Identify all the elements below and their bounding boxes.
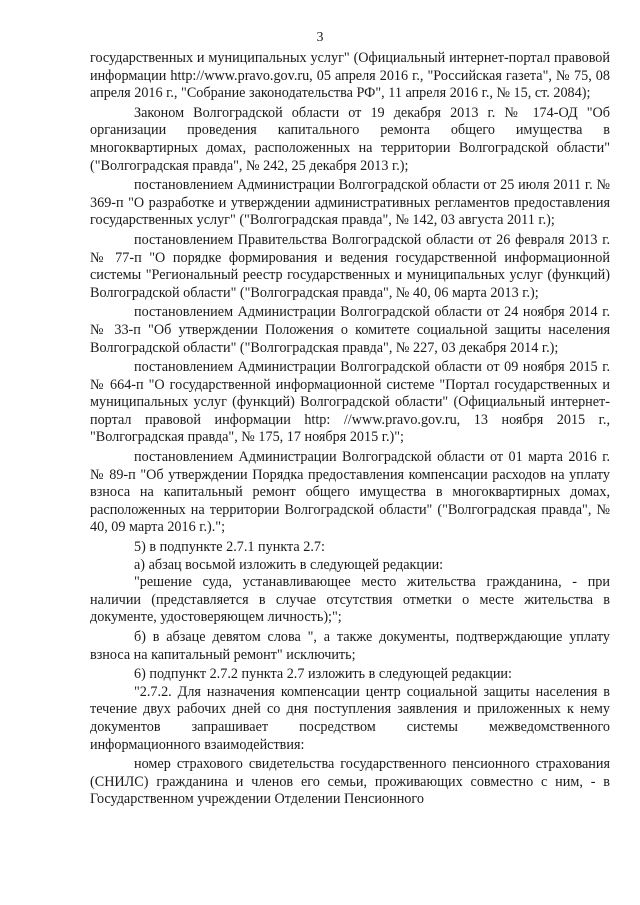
paragraph-8: 5) в подпункте 2.7.1 пункта 2.7: bbox=[134, 539, 325, 556]
paragraph-2: Законом Волгоградской области от 19 декабря 2013 г. № 174-ОД "Об организации проведения капитального ремонта общего имущества в многоквартирных домах, расположенных на территории Волгоградской области" ("Волгоградская правда", № 242, 25 декабря 2013 г.); bbox=[90, 104, 610, 174]
paragraph-9: а) абзац восьмой изложить в следующей редакции: bbox=[134, 556, 444, 573]
paragraph-10: "решение суда, устанавливающее место жительства гражданина, - при наличии (представляется в случае отсутствия отметки о месте жительства в документе, удостоверяющем личность);"; bbox=[90, 574, 610, 626]
paragraph-12: 6) подпункт 2.7.2 пункта 2.7 изложить в следующей редакции: bbox=[134, 666, 512, 683]
page-number: 3 bbox=[316, 30, 324, 45]
paragraph-6: постановлением Администрации Волгоградской области от 09 ноября 2015 г. № 664-п "О государственной информационной системе "Портал государственных и муниципальных услуг (функций) Волгоградской области" (Официальный интернет-портал правовой информации http: //www.pravo.gov.ru, 13 ноября 2015 г., "Волгоградская правда", № 175, 17 ноября 2015 г.)"; bbox=[90, 359, 610, 446]
paragraph-5: постановлением Администрации Волгоградской области от 24 ноября 2014 г. № 33-п "Об утверждении Положения о комитете социальной защиты населения Волгоградской области" ("Волгоградская правда", № 227, 03 декабря 2014 г.); bbox=[90, 304, 610, 356]
paragraph-3: постановлением Администрации Волгоградской области от 25 июля 2011 г. № 369-п "О разработке и утверждении административных регламентов предоставления государственных услуг" ("Волгоградская правда", № 142, 03 августа 2011 г.); bbox=[90, 177, 610, 229]
paragraph-4: постановлением Правительства Волгоградской области от 26 февраля 2013 г. № 77-п "О порядке формирования и ведения государственной информационной системы "Региональный реестр государственных и муниципальных услуг (функций) Волгоградской области" ("Волгоградская правда", № 40, 06 марта 2013 г.); bbox=[90, 231, 610, 301]
paragraph-1: государственных и муниципальных услуг" (Официальный интернет-портал правовой информации http://www.pravo.gov.ru, 05 апреля 2016 г., "Российская газета", № 75, 08 апреля 2016 г., "Собрание законодательства РФ", 11 апреля 2016 г., № 15, ст. 2084); bbox=[90, 50, 610, 102]
paragraph-14: номер страхового свидетельства государственного пенсионного страхования (СНИЛС) гражданина и членов его семьи, проживающих совместно с ним, - в Государственном учреждении Отделении Пенсионного bbox=[90, 756, 610, 808]
paragraph-11: б) в абзаце девятом слова ", а также документы, подтверждающие уплату взноса на капитальный ремонт" исключить; bbox=[90, 629, 610, 663]
paragraph-13: "2.7.2. Для назначения компенсации центр социальной защиты населения в течение двух рабочих дней со дня поступления заявления и приложенных к нему документов запрашивает посредством системы межведомственного информационного взаимодействия: bbox=[90, 683, 610, 753]
document-body bbox=[90, 50, 610, 809]
paragraph-7: постановлением Администрации Волгоградской области от 01 марта 2016 г. № 89-п "Об утверждении Порядка предоставления компенсации расходов на уплату взноса на капитальный ремонт общего имущества в многоквартирных домах, расположенных на территории Волгоградской области" ("Волгоградская правда", № 40, 09 марта 2016 г.)."; bbox=[90, 449, 610, 536]
